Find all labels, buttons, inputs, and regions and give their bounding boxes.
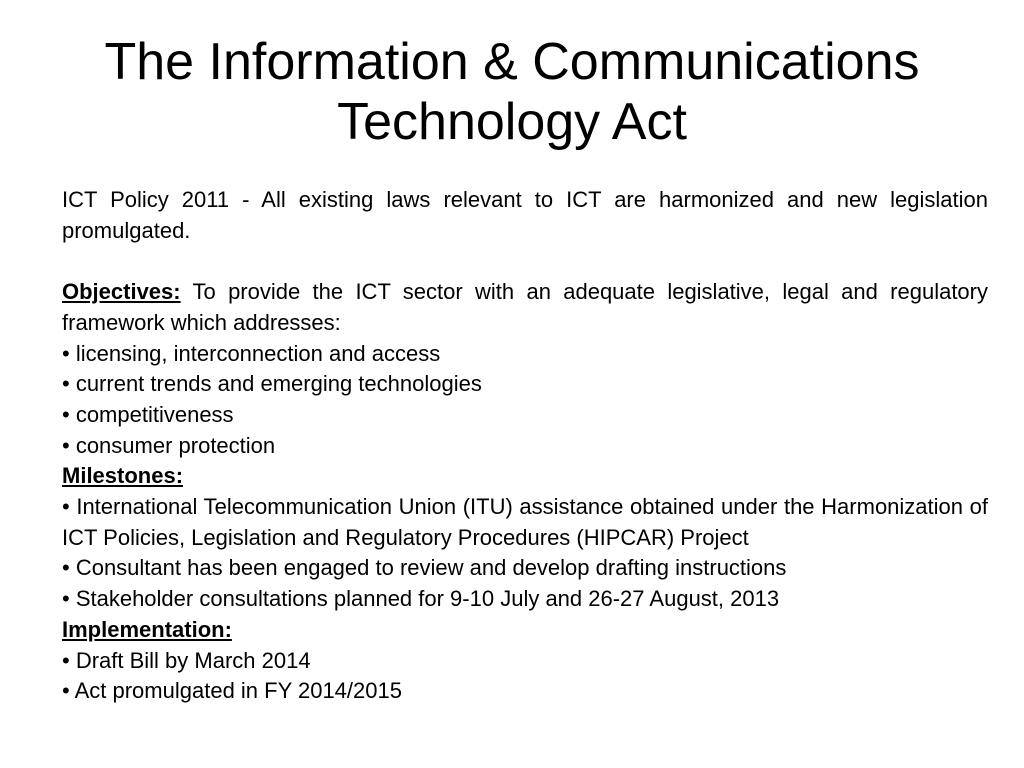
slide-title-line-2: Technology Act [337,93,687,151]
objectives-item: • current trends and emerging technologies [62,371,482,397]
objectives-list [62,339,988,462]
implementation-item: • Draft Bill by March 2014 [62,647,311,673]
objectives-paragraph [62,277,988,338]
implementation-heading: Implementation: [62,616,232,642]
milestones-item: • International Telecommunication Union (ITU) assistance obtained under the Harmonization of ICT Policies, Legislation and Regulatory Procedures (HIPCAR) Project [62,494,988,550]
slide-title [40,32,984,152]
objectives-text: To provide the ICT sector with an adequate legislative, legal and regulatory framework which addresses: [62,279,988,335]
milestones-item: • Consultant has been engaged to review and develop drafting instructions [62,555,787,581]
slide-title-line-1: The Information & Communications [104,33,920,91]
milestones-list [62,492,988,615]
milestones-heading: Milestones: [62,463,184,489]
objectives-item: • licensing, interconnection and access [62,340,441,366]
intro-paragraph: ICT Policy 2011 - All existing laws relevant to ICT are harmonized and new legislation promulgated. [62,187,988,243]
milestones-item: • Stakeholder consultations planned for 9-10 July and 26-27 August, 2013 [62,586,780,612]
objectives-item: • competitiveness [62,401,234,427]
implementation-list [62,646,988,707]
slide-body [62,185,988,707]
implementation-item: • Act promulgated in FY 2014/2015 [62,678,402,704]
objectives-heading: Objectives: [62,279,181,305]
objectives-item: • consumer protection [62,432,276,458]
paragraph-spacer [62,246,988,277]
